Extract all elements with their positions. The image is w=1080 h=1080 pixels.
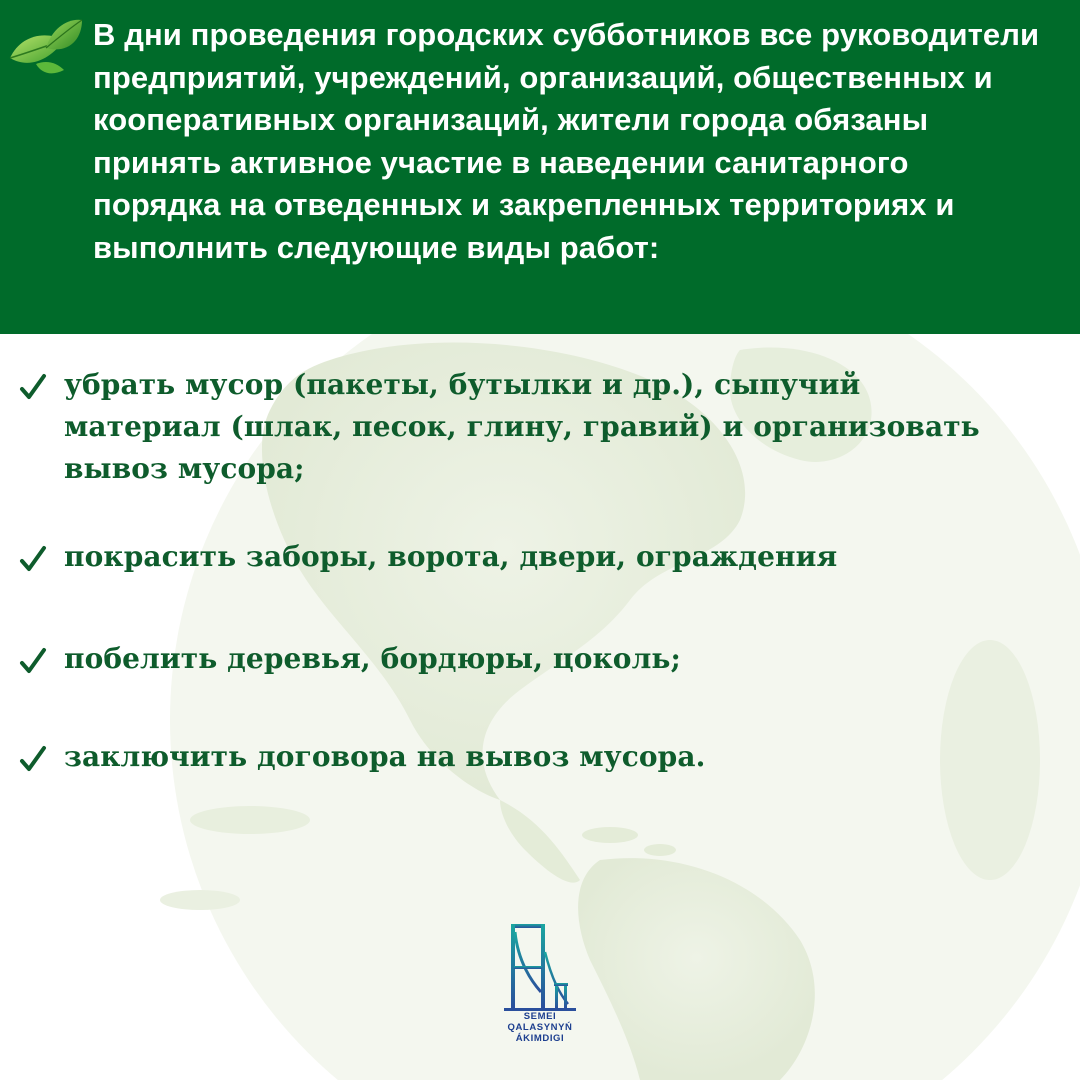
task-text: побелить деревья, бордюры, цоколь;	[64, 642, 681, 675]
header-paragraph: В дни проведения городских субботников все руководители предприятий, учреждений, организаций, общественных и кооперативных организаций, жители города обязаны принять активное участие в наведении санитарного порядка на отведенных и закрепленных территориях и выполнить следующие виды работ:	[93, 17, 1040, 265]
task-text: заключить договора на вывоз мусора.	[64, 740, 706, 773]
checkmark-icon	[18, 544, 48, 574]
checkmark-icon	[18, 646, 48, 676]
task-text: покрасить заборы, ворота, двери, ограждения	[64, 540, 838, 573]
logo-line-3: ÁKIMDIGI	[515, 1033, 565, 1044]
logo-line-1: SEMEI	[523, 1011, 557, 1022]
logo-caption	[470, 1011, 610, 1044]
list-item	[18, 536, 1058, 578]
checkmark-icon	[18, 372, 48, 402]
task-text: убрать мусор (пакеты, бутылки и др.), сыпучий материал (шлак, песок, глину, гравий) и организовать вывоз мусора;	[64, 368, 980, 485]
logo-line-2: QALASYNYŃ	[507, 1022, 573, 1033]
list-item	[18, 736, 1058, 778]
list-item	[18, 638, 1058, 680]
checkmark-icon	[18, 744, 48, 774]
list-item	[18, 364, 1058, 490]
